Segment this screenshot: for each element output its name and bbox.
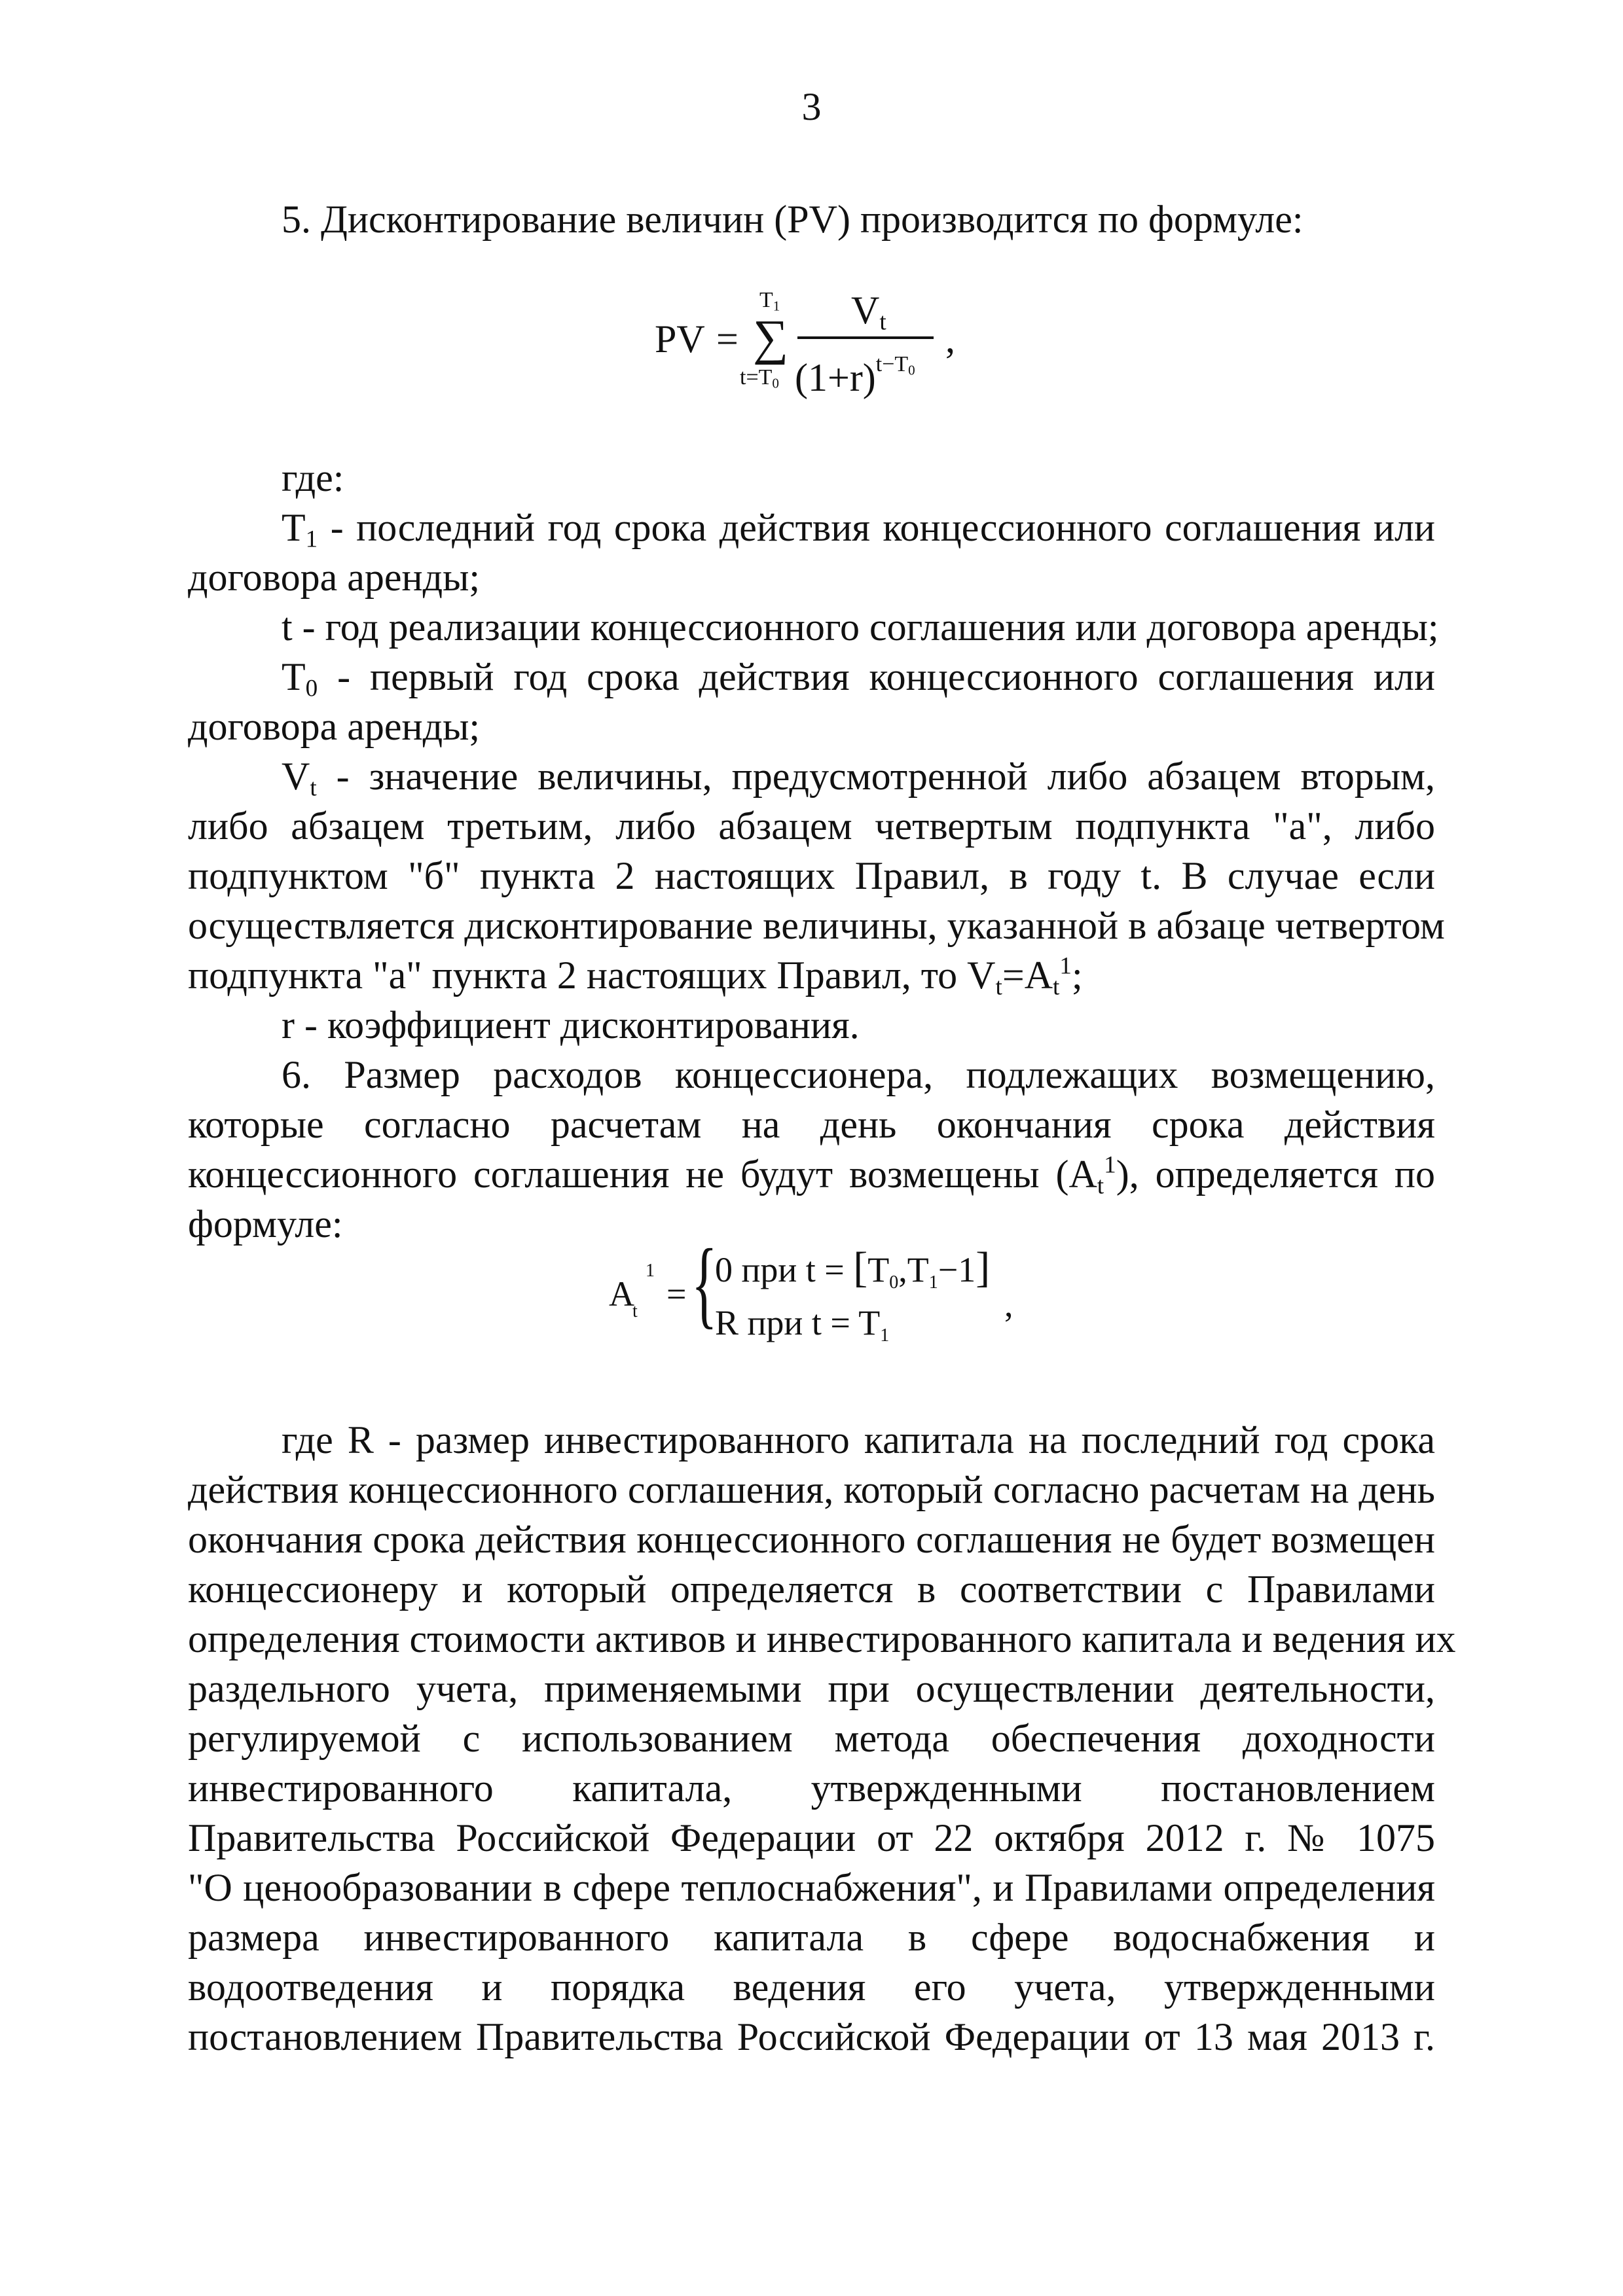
at-formula-brace: { — [691, 1229, 718, 1338]
definition-line: $T_1$ - последний год срока действия концессионного соглашения или — [282, 506, 1435, 553]
paragraph-line: действия концессионного соглашения, который согласно расчетам на день — [188, 1468, 1435, 1511]
pv-formula-upper-limit: $T_1$ — [759, 288, 780, 314]
section-6-line: концессионного соглашения не будут возмещены $(A_t^1)$, определяется по — [188, 1151, 1435, 1200]
section-6-line: формуле: — [188, 1202, 343, 1246]
paragraph-line: регулируемой с использованием метода обеспечения доходности — [188, 1717, 1435, 1760]
paragraph-line: окончания срока действия концессионного соглашения не будет возмещен — [188, 1518, 1435, 1561]
pv-formula-lhs: PV — [655, 317, 705, 361]
definition-line: подпункта "а" пункта 2 настоящих Правил, то $V_t=A_t^1$; — [188, 952, 1083, 1001]
pv-formula-numerator: $V_t$ — [851, 289, 886, 336]
definition-symbol: $T_0$ — [282, 655, 318, 702]
paragraph-line: водоотведения и порядка ведения его учета, утвержденными — [188, 1965, 1435, 2009]
pv-formula-equals: = — [716, 317, 739, 361]
definition-line: договора аренды; — [188, 556, 481, 599]
at-formula-lhs-sup: 1 — [646, 1261, 655, 1281]
pv-formula-fraction-bar — [797, 336, 934, 339]
definition-line: r - коэффициент дисконтирования. — [282, 1003, 860, 1047]
at-formula-comma: , — [1004, 1285, 1013, 1324]
paragraph-line: размера инвестированного капитала в сфере водоснабжения и — [188, 1916, 1435, 1959]
definition-symbol: $T_1$ — [282, 506, 318, 553]
paragraph-line: раздельного учета, применяемыми при осуществлении деятельности, — [188, 1667, 1435, 1710]
definition-symbol: $V_t$ — [282, 755, 317, 802]
pv-formula-sigma: ∑ — [753, 310, 789, 365]
pv-formula-comma: , — [945, 317, 955, 361]
paragraph-line: концессионеру и который определяется в соответствии с Правилами — [188, 1568, 1435, 1611]
definition-line: подпунктом "б" пункта 2 настоящих Правил, в году t. В случае если — [188, 854, 1435, 897]
pv-formula-denominator: $(1+r)^{t-T_0}$ — [795, 352, 915, 399]
definition-line: осуществляется дисконтирование величины, указанной в абзаце четвертом — [188, 904, 1445, 947]
pv-formula-lower-limit: $t=T_0$ — [740, 365, 779, 391]
paragraph-line: определения стоимости активов и инвестированного капитала и ведения их — [188, 1617, 1456, 1660]
paragraph-line: инвестированного капитала, утвержденными постановлением — [188, 1767, 1435, 1810]
definition-line: $T_0$ - первый год срока действия концессионного соглашения или — [282, 655, 1435, 702]
where-label: где: — [282, 456, 344, 499]
page-number: 3 — [801, 85, 822, 128]
section-6-line: 6. Размер расходов концессионера, подлежащих возмещению, — [282, 1053, 1435, 1096]
paragraph-line: где R - размер инвестированного капитала на последний год срока — [282, 1418, 1435, 1462]
at-formula-case-1: 0 при t = [T0,T1−1] — [715, 1244, 991, 1293]
section-6-line: которые согласно расчетам на день окончания срока действия — [188, 1103, 1435, 1146]
paragraph-line: Правительства Российской Федерации от 22 октября 2012 г. № 1075 — [188, 1816, 1435, 1859]
at-formula-equals: = — [666, 1274, 687, 1314]
at-formula-case-2: R при t = T1 — [715, 1303, 890, 1346]
definition-line: договора аренды; — [188, 705, 481, 748]
definition-line: либо абзацем третьим, либо абзацем четвертым подпункта "а", либо — [188, 804, 1435, 848]
at-formula-lhs: A — [609, 1274, 634, 1314]
section-5-heading: 5. Дисконтирование величин (PV) производится по формуле: — [282, 198, 1304, 241]
paragraph-line: постановлением Правительства Российской Федерации от 13 мая 2013 г. — [188, 2015, 1435, 2058]
definition-line: $V_t$ - значение величины, предусмотренной либо абзацем вторым, — [282, 755, 1435, 802]
definition-line: t - год реализации концессионного соглашения или договора аренды; — [282, 605, 1439, 649]
at-formula-lhs-sub: t — [632, 1301, 638, 1321]
paragraph-line: "О ценообразовании в сфере теплоснабжения", и Правилами определения — [188, 1866, 1435, 1909]
